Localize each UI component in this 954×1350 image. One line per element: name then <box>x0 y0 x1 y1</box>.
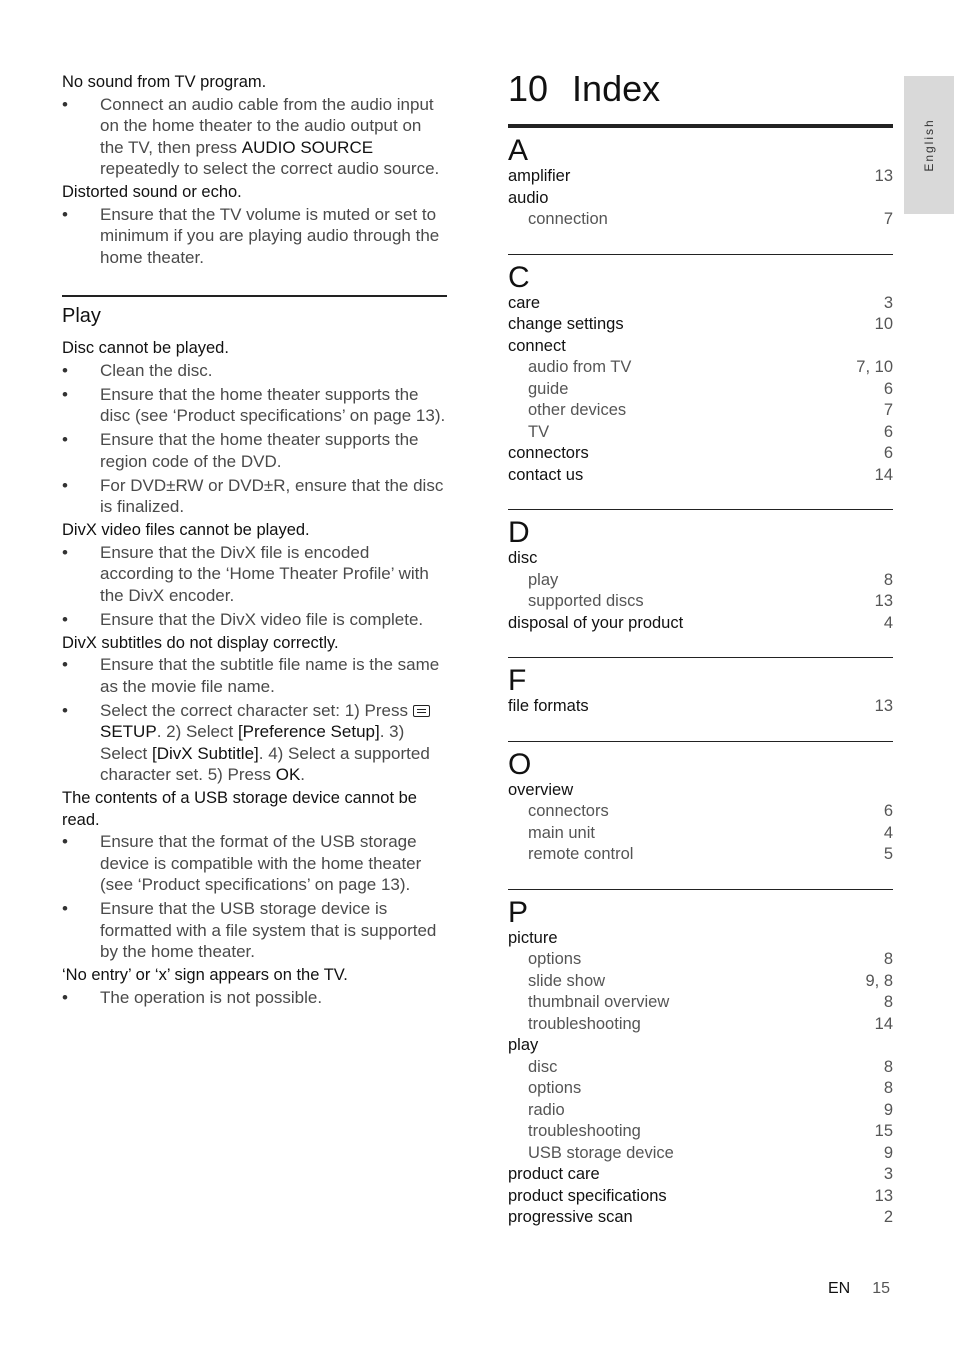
index-term: audio <box>508 188 549 207</box>
solution-text: . <box>300 765 306 784</box>
index-group-p <box>508 889 893 1229</box>
index-page: 7 <box>883 401 893 419</box>
index-letter: A <box>508 134 529 167</box>
index-entry <box>508 314 893 336</box>
index-subentry <box>508 1143 893 1165</box>
index-subentry <box>508 823 893 845</box>
index-entry <box>508 166 893 188</box>
solution-list <box>62 654 447 786</box>
index-term: play <box>508 1036 539 1054</box>
index-page: 4 <box>883 823 893 842</box>
solution-item <box>62 898 447 963</box>
button-name: [DivX Subtitle] <box>151 743 259 763</box>
index-page: 10 <box>874 315 893 333</box>
index-term: options <box>528 1079 582 1097</box>
index-letter: P <box>508 895 529 929</box>
solution-item <box>62 542 447 607</box>
solution-item <box>62 654 447 697</box>
index-term: audio from TV <box>528 358 632 376</box>
index-subentry <box>508 1100 893 1122</box>
index-page: 9 <box>883 1143 893 1162</box>
index-entry <box>508 1186 893 1208</box>
solution-text: Ensure that the subtitle file name is the same as the movie file name. <box>100 655 440 696</box>
button-name: OK <box>275 765 301 784</box>
index-term: connectors <box>508 444 589 462</box>
index-page: 6 <box>883 802 893 820</box>
index-term: main unit <box>528 823 595 842</box>
index-letter: C <box>508 260 530 294</box>
index-entry <box>508 443 893 465</box>
index-page: 13 <box>874 697 893 715</box>
solution-text: repeatedly to select the correct audio source. <box>100 159 440 178</box>
index-term: connectors <box>528 802 609 820</box>
index-subentry <box>508 844 893 866</box>
index-term: connection <box>528 210 608 228</box>
index-entry <box>508 465 893 487</box>
index-page: 6 <box>883 379 893 398</box>
solution-item <box>62 360 447 382</box>
problem-heading: DivX subtitles do not display correctly. <box>62 633 339 652</box>
index-subentry <box>508 400 893 422</box>
index-entry <box>508 1164 893 1186</box>
solution-item <box>62 609 447 631</box>
index-page: 2 <box>883 1208 893 1226</box>
index-term: USB storage device <box>528 1143 674 1162</box>
solution-text: Ensure that the DivX video file is complete. <box>100 609 424 629</box>
solution-item <box>62 384 447 427</box>
index-subentry <box>508 591 893 613</box>
solution-item <box>62 475 447 518</box>
problem-heading: No sound from TV program. <box>62 73 267 91</box>
index-term: guide <box>528 379 569 398</box>
problem-heading: Disc cannot be played. <box>62 339 229 357</box>
problem-heading: ‘No entry’ or ‘x’ sign appears on the TV. <box>62 966 348 984</box>
solution-item <box>62 700 447 786</box>
solution-text: Ensure that the format of the USB storage device is compatible with the home theater (see ‘Product specifications’ on page 13). <box>100 832 422 894</box>
play-section-title: Play <box>62 305 101 327</box>
chapter-title: Index <box>572 68 661 109</box>
index-page: 13 <box>874 1186 893 1205</box>
button-name: SETUP <box>100 722 157 741</box>
index-letter: F <box>508 664 527 697</box>
solution-list <box>62 831 447 963</box>
button-name: [Preference Setup] <box>237 722 380 741</box>
index-subentry <box>508 801 893 823</box>
index-page: 6 <box>883 422 893 441</box>
index-group-f <box>508 657 893 741</box>
chapter-number: 10 <box>508 68 549 109</box>
solution-text: For DVD±RW or DVD±R, ensure that the disc is finalized. <box>100 475 444 516</box>
index-entry <box>508 548 893 570</box>
solution-text: . 3) Select <box>100 722 405 763</box>
index-subentry <box>508 971 893 993</box>
index-page: 9 <box>883 1100 893 1119</box>
index-subentry <box>508 570 893 592</box>
index-term: radio <box>528 1100 565 1119</box>
index-column <box>508 66 893 1229</box>
index-term: care <box>508 293 541 312</box>
footer-language: EN <box>828 1280 851 1297</box>
index-term: thumbnail overview <box>528 993 670 1011</box>
solution-item <box>62 987 447 1009</box>
index-page: 13 <box>874 592 893 610</box>
solution-text: The operation is not possible. <box>100 987 323 1007</box>
index-subentry <box>508 422 893 444</box>
index-page: 9, 8 <box>865 971 893 990</box>
index-subentry <box>508 1078 893 1100</box>
solution-text: . 2) Select <box>156 722 238 741</box>
index-entry <box>508 613 893 635</box>
index-page: 7, 10 <box>856 358 893 376</box>
index-page: 14 <box>874 1014 893 1033</box>
index-term: overview <box>508 780 574 799</box>
page-footer <box>828 1280 890 1298</box>
index-term: amplifier <box>508 167 571 185</box>
index-term: disposal of your product <box>508 613 684 632</box>
page-number: 15 <box>872 1280 891 1297</box>
index-page: 6 <box>883 444 893 462</box>
index-term: progressive scan <box>508 1208 633 1226</box>
index-term: connect <box>508 336 566 355</box>
index-groups <box>508 124 893 1229</box>
language-side-tab <box>904 76 954 214</box>
index-term: troubleshooting <box>528 1122 641 1140</box>
solution-list <box>62 204 447 269</box>
index-page: 3 <box>883 293 893 312</box>
index-subentry <box>508 1057 893 1079</box>
index-entry <box>508 188 893 210</box>
solution-text: . 4) Select a supported character set. 5) Press <box>100 743 430 784</box>
button-name: AUDIO SOURCE <box>241 137 374 157</box>
index-term: disc <box>508 549 538 567</box>
index-term: supported discs <box>528 592 644 610</box>
index-subentry <box>508 357 893 379</box>
index-letter: O <box>508 747 532 781</box>
solution-text: Clean the disc. <box>100 360 213 380</box>
solution-list <box>62 94 447 180</box>
sound-troubleshooting <box>62 72 447 268</box>
index-entry <box>508 928 893 950</box>
index-group-a <box>508 124 893 254</box>
index-subentry <box>508 379 893 401</box>
index-page: 7 <box>883 210 893 228</box>
solution-list <box>62 542 447 631</box>
index-entry <box>508 696 893 718</box>
index-title <box>508 66 893 112</box>
index-group-d <box>508 509 893 657</box>
index-subentry <box>508 949 893 971</box>
play-troubleshooting <box>62 338 447 1008</box>
troubleshooting-column <box>62 72 447 1011</box>
index-entry <box>508 1207 893 1229</box>
index-term: change settings <box>508 315 624 333</box>
index-entry <box>508 293 893 315</box>
index-page: 4 <box>883 613 893 632</box>
index-page: 13 <box>874 167 893 185</box>
solution-text: Ensure that the TV volume is muted or set to minimum if you are playing audio through the home theater. <box>100 204 440 267</box>
solution-text: Ensure that the home theater supports the disc (see ‘Product specifications’ on page 13). <box>100 384 446 425</box>
index-term: product care <box>508 1165 600 1183</box>
solution-text: Ensure that the DivX file is encoded according to the ‘Home Theater Profile’ with the DivX encoder. <box>100 542 429 605</box>
solution-list <box>62 987 447 1009</box>
index-term: TV <box>528 422 550 441</box>
index-page: 3 <box>883 1165 893 1183</box>
index-entry <box>508 780 893 802</box>
index-page: 15 <box>874 1122 893 1140</box>
solution-item <box>62 94 447 180</box>
index-subentry <box>508 1121 893 1143</box>
index-group-o <box>508 741 893 889</box>
problem-heading: Distorted sound or echo. <box>62 183 242 201</box>
index-entry <box>508 336 893 358</box>
index-term: contact us <box>508 465 584 484</box>
index-term: troubleshooting <box>528 1014 641 1033</box>
index-letter: D <box>508 516 530 549</box>
index-entry <box>508 1035 893 1057</box>
index-page: 8 <box>883 950 893 968</box>
index-page: 8 <box>883 570 893 589</box>
solution-text: Connect an audio cable from the audio input on the home theater to the audio output on the TV, then press <box>100 94 434 157</box>
index-term: picture <box>508 928 558 947</box>
index-term: other devices <box>528 401 627 419</box>
section-divider <box>62 295 447 297</box>
index-term: file formats <box>508 697 589 715</box>
setup-menu-icon <box>413 705 430 717</box>
solution-item <box>62 204 447 269</box>
index-page: 8 <box>883 993 893 1011</box>
index-page: 8 <box>883 1079 893 1097</box>
index-subentry <box>508 1014 893 1036</box>
index-page: 14 <box>874 465 893 484</box>
index-term: options <box>528 950 582 968</box>
problem-heading: DivX video files cannot be played. <box>62 521 310 539</box>
solution-item <box>62 429 447 472</box>
index-term: disc <box>528 1057 558 1076</box>
solution-text: Select the correct character set: 1) Press <box>100 700 413 720</box>
index-subentry <box>508 992 893 1014</box>
index-group-c <box>508 254 893 510</box>
index-page: 5 <box>883 845 893 863</box>
index-term: play <box>528 570 559 589</box>
solution-item <box>62 831 447 896</box>
language-tab-label: English <box>922 118 936 172</box>
index-subentry <box>508 209 893 231</box>
index-term: slide show <box>528 971 606 990</box>
problem-heading: The contents of a USB storage device cannot be read. <box>62 789 417 829</box>
solution-text: Ensure that the home theater supports the region code of the DVD. <box>100 430 419 471</box>
solution-list <box>62 360 447 518</box>
index-term: remote control <box>528 845 634 863</box>
index-term: product specifications <box>508 1186 667 1205</box>
solution-text: Ensure that the USB storage device is formatted with a file system that is supported by the home theater. <box>100 899 437 961</box>
index-page: 8 <box>883 1057 893 1076</box>
